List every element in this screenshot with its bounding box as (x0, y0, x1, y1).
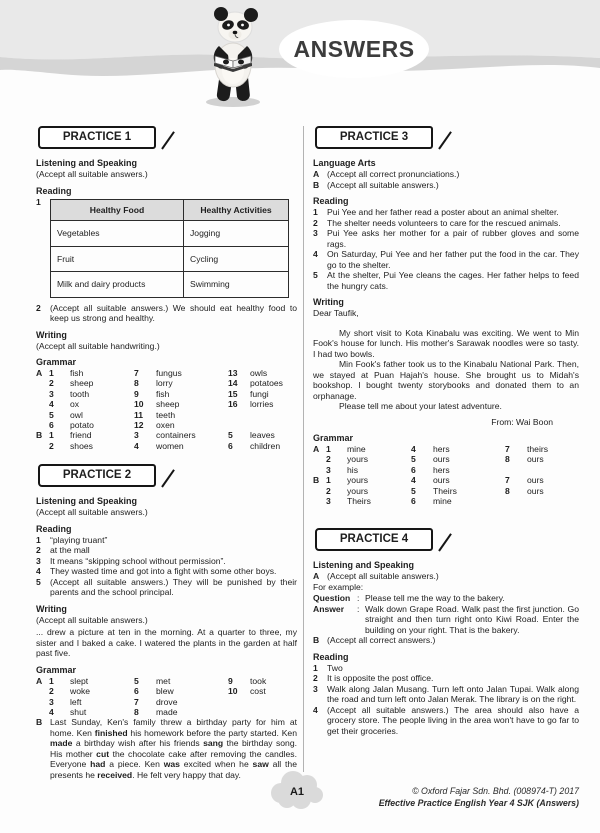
list-item (313, 663, 579, 674)
list-item-number: A (313, 169, 320, 179)
list-item (313, 684, 579, 705)
grammar-b-paragraph (36, 717, 297, 780)
grammar-answer-number: 7 (134, 696, 139, 707)
grammar-text-segment: a piece. Ken (105, 759, 164, 770)
writing-paragraph: ... drew a picture at ten in the morning. At a quarter to three, my sister and I baked a cake. I watered the plants in the garden at half past five. (36, 627, 297, 659)
practice1-section (36, 126, 297, 451)
table-header-cell: Healthy Activities (184, 199, 289, 221)
grammar-answer-number: 7 (505, 475, 510, 486)
copyright-line: © Oxford Fajar Sdn. Bhd. (008974-T) 2017 (412, 786, 579, 796)
listening-heading: Listening and Speaking (313, 560, 415, 571)
grammar-row (36, 378, 297, 388)
grammar-text-segment: the birthday song. His mother (50, 738, 297, 759)
letter-paragraph: Min Fook's father took us to the Kinabalu National Park. Then, we stayed at Puan Hajah's house. She brought us to Midah's bookshop. I bought twenty storybooks and donated them to an orphanage. (313, 359, 579, 401)
grammar-answer-number: 8 (505, 485, 510, 496)
table-cell: Milk and dairy products (51, 272, 184, 298)
grammar-answer-word: friend (70, 430, 92, 441)
list-item-number: 2 (313, 673, 318, 684)
grammar-answer-number (505, 496, 527, 506)
list-item-text: It is opposite the post office. (327, 673, 434, 684)
grammar-answer-word: ours (527, 485, 544, 496)
grammar-answer-number: 5 (228, 430, 233, 441)
grammar-answer-number: 4 (411, 475, 416, 486)
grammar-answer-word: Theirs (347, 496, 371, 507)
reading-heading: Reading (313, 196, 349, 206)
grammar-answer-word: hers (433, 444, 450, 454)
list-item-number: 1 (313, 207, 318, 217)
list-item (313, 270, 579, 291)
grammar-section-label: B (313, 475, 320, 486)
grammar-answer-word: fungi (250, 388, 269, 399)
grammar-answer-number: 10 (228, 686, 238, 697)
grammar-answer-number: 3 (326, 496, 331, 507)
grammar-answer-word: fish (156, 388, 170, 399)
grammar-answer-number: 6 (134, 686, 139, 697)
grammar-answer-word: owls (250, 368, 268, 378)
grammar-answer-number: 16 (228, 399, 238, 410)
grammar-answer-word: mine (347, 444, 366, 454)
grammar-answer-number: 8 (134, 378, 139, 389)
grammar-answer-number: 5 (49, 409, 54, 420)
grammar-section-label (313, 486, 326, 496)
grammar-answer-word (527, 496, 579, 506)
language-arts-list (313, 169, 579, 190)
list-item-text: On Saturday, Pui Yee and her father put the food in the car. They go to the shelter. (327, 249, 579, 270)
grammar-answer-number: 2 (49, 378, 54, 389)
grammar-b-text (50, 717, 297, 780)
list-item (313, 705, 579, 737)
grammar-answer-word: blew (156, 686, 174, 697)
letter-paragraph: Please tell me about your latest adventure. (339, 401, 502, 411)
table-row (51, 221, 289, 247)
grammar-answer-word (250, 707, 297, 717)
list-item-text: At the shelter, Pui Yee cleans the cages. Her father helps to feed the hungry cats. (327, 270, 579, 291)
grammar-answer-word: owl (70, 409, 83, 420)
grammar-answer-number (228, 697, 250, 707)
grammar-answer-word: theirs (527, 444, 549, 454)
grammar-row (36, 368, 297, 378)
list-item-text: (Accept all suitable answers.) The area should also have a grocery store. The people living in the area won't have to go far to get their groceries. (327, 704, 579, 736)
grammar-a-block (313, 444, 579, 475)
practice2-title-box: PRACTICE 2 (38, 464, 156, 487)
grammar-text-segment: his homework before the party started. Ken (127, 727, 297, 738)
grammar-text-segment: the chocolate cake after removing the candles. Everyone (50, 748, 297, 770)
list-item-text: (Accept all suitable answers.) They will be punished by their parents and the school principal. (50, 576, 297, 598)
list-item-text: Pui Yee asks her mother for a pair of rubber gloves and some rags. (327, 228, 579, 249)
practice4-title-box: PRACTICE 4 (315, 528, 433, 551)
grammar-bold-answer: cut (96, 748, 110, 759)
grammar-section-label (313, 454, 326, 464)
list-item-text: Pui Yee and her father read a poster about an animal shelter. (327, 207, 559, 217)
listening-note: (Accept all suitable answers.) (36, 507, 148, 518)
list-item-number: 1 (36, 196, 41, 207)
grammar-answer-number: 3 (134, 430, 139, 441)
list-item-number: 2 (313, 217, 318, 228)
grammar-answer-number: 5 (411, 485, 416, 496)
letter-salutation: Dear Taufik, (313, 308, 359, 318)
grammar-answer-number: 9 (228, 675, 233, 686)
grammar-bold-answer: saw (252, 759, 269, 770)
grammar-answer-word: left (70, 696, 82, 707)
table-cell: Fruit (51, 246, 184, 272)
grammar-answer-word: oxen (156, 420, 175, 431)
list-item-text: It means “skipping school without permission”. (50, 555, 226, 566)
grammar-answer-word: women (156, 440, 184, 451)
grammar-answer-number: 12 (134, 420, 144, 431)
listening-heading: Listening and Speaking (36, 496, 138, 507)
list-item (313, 169, 579, 180)
grammar-answer-word: ours (433, 454, 450, 465)
grammar-answer-word: children (250, 440, 281, 451)
grammar-answer-word: his (347, 464, 358, 475)
grammar-answer-word: fungus (156, 368, 182, 378)
grammar-answer-word: leaves (250, 430, 275, 441)
grammar-answer-word: cost (250, 686, 266, 697)
practice2-section (36, 464, 297, 780)
grammar-row (313, 496, 579, 506)
grammar-bold-answer: made (50, 738, 73, 749)
grammar-answer-word: woke (70, 686, 91, 697)
grammar-answer-number: 2 (326, 485, 331, 496)
list-item-text: (Accept all suitable answers.) (327, 179, 439, 190)
grammar-answer-word: yours (347, 485, 369, 496)
grammar-answer-word: yours (347, 475, 369, 486)
list-item (313, 207, 579, 218)
grammar-answer-number: 8 (505, 454, 510, 465)
list-item (36, 545, 297, 556)
table-cell: Swimming (184, 272, 289, 298)
table-cell: Vegetables (51, 221, 184, 247)
grammar-answer-number: 14 (228, 378, 238, 389)
grammar-section-label (36, 441, 49, 451)
right-column (313, 126, 579, 780)
grammar-answer-number (228, 707, 250, 717)
grammar-section-label (313, 465, 326, 475)
list-item-number: 1 (313, 662, 318, 673)
grammar-answer-word: drove (156, 696, 178, 707)
reading-q2 (36, 303, 297, 324)
list-item (36, 535, 297, 546)
grammar-bold-answer: finished (94, 727, 128, 738)
grammar-answer-number: 6 (411, 464, 416, 475)
list-item (313, 228, 579, 249)
grammar-section-label (36, 389, 49, 399)
grammar-answer-word: ours (433, 475, 450, 486)
grammar-row (36, 697, 297, 707)
table-header-row (51, 199, 289, 221)
list-item-text: at the mall (50, 545, 90, 556)
grammar-b-block (313, 475, 579, 506)
grammar-answer-word: shoes (70, 440, 93, 451)
answers-bubble (279, 20, 429, 78)
table-cell: Jogging (184, 221, 289, 247)
writing-note: (Accept all suitable answers.) (36, 614, 148, 625)
grammar-heading: Grammar (36, 664, 77, 675)
list-item-text: The shelter needs volunteers to care for the rescued animals. (327, 217, 561, 228)
reading-list (313, 207, 579, 291)
grammar-row (36, 399, 297, 409)
grammar-answer-number: 5 (411, 454, 416, 465)
grammar-answer-word: ours (527, 454, 544, 465)
grammar-answer-number: 13 (228, 368, 238, 378)
grammar-answer-word (250, 420, 297, 430)
list-item (36, 577, 297, 598)
list-item-text: (Accept all correct pronunciations.) (327, 169, 460, 179)
grammar-answer-word: teeth (156, 409, 176, 420)
grammar-section-label (36, 707, 49, 717)
table-row (51, 246, 289, 272)
grammar-answer-word: potatoes (250, 378, 283, 389)
grammar-section-label (36, 410, 49, 420)
practice1-title-box: PRACTICE 1 (38, 126, 156, 149)
grammar-section-label (313, 496, 326, 506)
grammar-text-segment: a birthday wish after his friends (72, 738, 204, 749)
grammar-answer-number: 5 (134, 675, 139, 686)
grammar-answer-number: 6 (411, 496, 416, 507)
grammar-answer-number (505, 465, 527, 475)
list-item-number: 1 (36, 534, 41, 545)
language-arts-heading: Language Arts (313, 158, 376, 168)
grammar-a-block (36, 368, 297, 430)
grammar-answer-word: tooth (70, 388, 90, 399)
grammar-answer-number: 4 (49, 399, 54, 410)
book-title-line: Effective Practice English Year 4 SJK (Answers) (378, 798, 579, 808)
grammar-answer-word: ours (527, 475, 544, 486)
table-row (51, 272, 289, 298)
grammar-answer-word: ox (70, 399, 80, 410)
grammar-section-label (36, 420, 49, 430)
list-item-text: (Accept all suitable answers.) We should eat healthy food to keep us strong and healthy. (50, 302, 297, 323)
grammar-text-segment: Last Sunday, Ken's family threw a birthday party for him at home. Ken (50, 717, 297, 738)
grammar-answer-number: 11 (134, 409, 144, 420)
practice4-section (313, 528, 579, 736)
reading-heading: Reading (36, 523, 72, 534)
grammar-text-segment: all the presents he (50, 759, 297, 780)
grammar-text-segment: . He felt very happy that day. (132, 769, 241, 780)
grammar-section-label (36, 378, 49, 388)
list-item-number: 2 (36, 545, 41, 556)
list-item (36, 566, 297, 577)
grammar-text-segment: excited when he (179, 759, 253, 770)
grammar-answer-number: 3 (49, 388, 54, 399)
reading-heading: Reading (36, 185, 72, 196)
grammar-answer-word: mine (433, 496, 452, 507)
grammar-answer-word: yours (347, 454, 369, 465)
grammar-answer-word (250, 410, 297, 420)
list-item-text: They wasted time and got into a fight with some other boys. (50, 566, 277, 577)
example-question: Question : Please tell me the way to the bakery. (313, 593, 505, 604)
grammar-section-label: A (36, 675, 43, 686)
grammar-answer-number: 1 (49, 368, 54, 378)
listening-b: B (Accept all correct answers.) (313, 635, 436, 646)
grammar-row (36, 410, 297, 420)
table-header-cell: Healthy Food (51, 199, 184, 221)
grammar-answer-number: 1 (49, 430, 54, 441)
grammar-b-block (36, 430, 297, 451)
grammar-section-label: A (36, 368, 43, 378)
grammar-answer-number: 7 (134, 368, 139, 378)
listening-a: A (Accept all suitable answers.) (313, 571, 439, 582)
grammar-a-block (36, 676, 297, 718)
letter-paragraph: My short visit to Kota Kinabalu was exciting. We went to Min Fook's house for lunch. His mother's Sarawak noodles were so tasty. I had two bowls. (313, 327, 579, 359)
grammar-section-label (36, 686, 49, 696)
grammar-answer-number: 6 (49, 420, 54, 431)
list-item-text: Two (327, 662, 343, 673)
grammar-row (313, 444, 579, 454)
list-item-number: 4 (313, 704, 318, 715)
list-item (313, 249, 579, 270)
grammar-row (36, 676, 297, 686)
writing-note: (Accept all suitable handwriting.) (36, 340, 160, 351)
content-columns (0, 126, 600, 780)
grammar-row (36, 686, 297, 696)
grammar-answer-number: 8 (134, 706, 139, 717)
grammar-answer-number: 10 (134, 399, 144, 410)
grammar-answer-number: 2 (49, 686, 54, 697)
list-item-number: 2 (36, 302, 41, 313)
grammar-answer-word: containers (156, 430, 196, 441)
list-item-number: 4 (36, 566, 41, 577)
grammar-answer-word: lorry (156, 378, 173, 389)
for-example-label: For example: (313, 581, 364, 592)
list-item-number: 5 (313, 270, 318, 280)
grammar-row (313, 465, 579, 475)
reading-heading: Reading (313, 651, 349, 662)
grammar-row (36, 707, 297, 717)
grammar-answer-word: took (250, 675, 267, 686)
grammar-row (36, 441, 297, 451)
grammar-answer-number (228, 420, 250, 430)
healthy-table (50, 199, 289, 298)
grammar-answer-word: sheep (70, 378, 94, 389)
list-item-number: 3 (313, 683, 318, 694)
grammar-answer-word: Theirs (433, 485, 457, 496)
grammar-answer-number: 2 (326, 454, 331, 465)
practice3-section (313, 126, 579, 506)
page-number-cloud (269, 771, 325, 811)
reading-list (36, 535, 297, 598)
grammar-answer-number: 3 (326, 464, 331, 475)
reading-list (313, 663, 579, 737)
grammar-row (36, 420, 297, 430)
example-answer: Answer : Walk down Grape Road. Walk past the first junction. Go straight and then turn right onto Kiwi Road. Enter the building on your right. That is the bakery. (313, 603, 579, 635)
grammar-answer-number: 15 (228, 388, 238, 399)
listening-heading: Listening and Speaking (36, 158, 138, 168)
grammar-bold-answer: received (97, 769, 133, 780)
grammar-answer-number: 7 (505, 444, 510, 454)
grammar-answer-word: lorries (250, 399, 274, 410)
grammar-answer-word: slept (70, 675, 89, 686)
list-item-number: 3 (313, 228, 318, 238)
grammar-heading: Grammar (36, 357, 77, 367)
grammar-row (313, 486, 579, 496)
writing-heading: Writing (36, 603, 67, 614)
page-number-label: A1 (289, 786, 305, 798)
grammar-answer-number: 4 (411, 444, 416, 454)
grammar-answer-word: sheep (156, 399, 180, 410)
grammar-answer-number: 1 (326, 444, 331, 454)
list-item (313, 180, 579, 191)
listening-note: (Accept all suitable answers.) (36, 169, 148, 179)
grammar-answer-word (527, 465, 579, 475)
grammar-answer-word (250, 697, 297, 707)
grammar-bold-answer: had (90, 759, 106, 770)
column-divider (303, 126, 304, 772)
grammar-row (36, 389, 297, 399)
grammar-answer-number: 1 (49, 675, 54, 686)
grammar-answer-number (228, 410, 250, 420)
grammar-answer-number: 3 (49, 696, 54, 707)
left-column (36, 126, 297, 780)
grammar-bold-answer: was (163, 759, 180, 770)
grammar-answer-word: potato (70, 420, 94, 431)
grammar-bold-answer: sang (203, 738, 224, 749)
grammar-section-label (36, 399, 49, 409)
letter-signoff: From: Wai Boon (491, 416, 553, 427)
grammar-row (313, 475, 579, 485)
list-item (313, 673, 579, 684)
list-item (313, 218, 579, 229)
grammar-row (313, 454, 579, 464)
reading-q1 (36, 197, 297, 303)
list-item-number: 3 (36, 555, 41, 566)
list-item-text: Walk along Jalan Musang. Turn left onto Jalan Tupai. Walk along the road and turn left onto Jalan Merak. The library is on the right. (327, 683, 579, 705)
table-cell: Cycling (184, 246, 289, 272)
grammar-section-label: B (36, 430, 43, 441)
list-item-number: 4 (313, 249, 318, 259)
grammar-answer-word: met (156, 675, 171, 686)
grammar-answer-word: hers (433, 464, 450, 475)
grammar-heading: Grammar (313, 433, 354, 443)
grammar-section-label: A (313, 444, 320, 454)
list-item-text: “playing truant” (50, 534, 108, 545)
grammar-answer-number: 4 (49, 706, 54, 717)
page-title: ANSWERS (293, 35, 415, 62)
list-item-number: B (313, 179, 320, 190)
writing-heading: Writing (313, 297, 344, 307)
panda-mascot (201, 5, 265, 109)
grammar-answer-number: 4 (134, 440, 139, 451)
grammar-section-label: B (36, 717, 43, 728)
grammar-answer-word: shut (70, 706, 87, 717)
list-item-number: 5 (36, 576, 41, 587)
grammar-section-label (36, 697, 49, 707)
grammar-row (36, 430, 297, 440)
practice3-title-box: PRACTICE 3 (315, 126, 433, 149)
grammar-answer-number: 6 (228, 440, 233, 451)
grammar-answer-number: 2 (49, 440, 54, 451)
grammar-answer-word: fish (70, 368, 84, 378)
list-item (36, 556, 297, 567)
writing-heading: Writing (36, 329, 67, 340)
grammar-answer-number: 1 (326, 475, 331, 486)
page-footer (379, 785, 579, 809)
grammar-answer-number: 9 (134, 388, 139, 399)
grammar-answer-word: made (156, 706, 178, 717)
